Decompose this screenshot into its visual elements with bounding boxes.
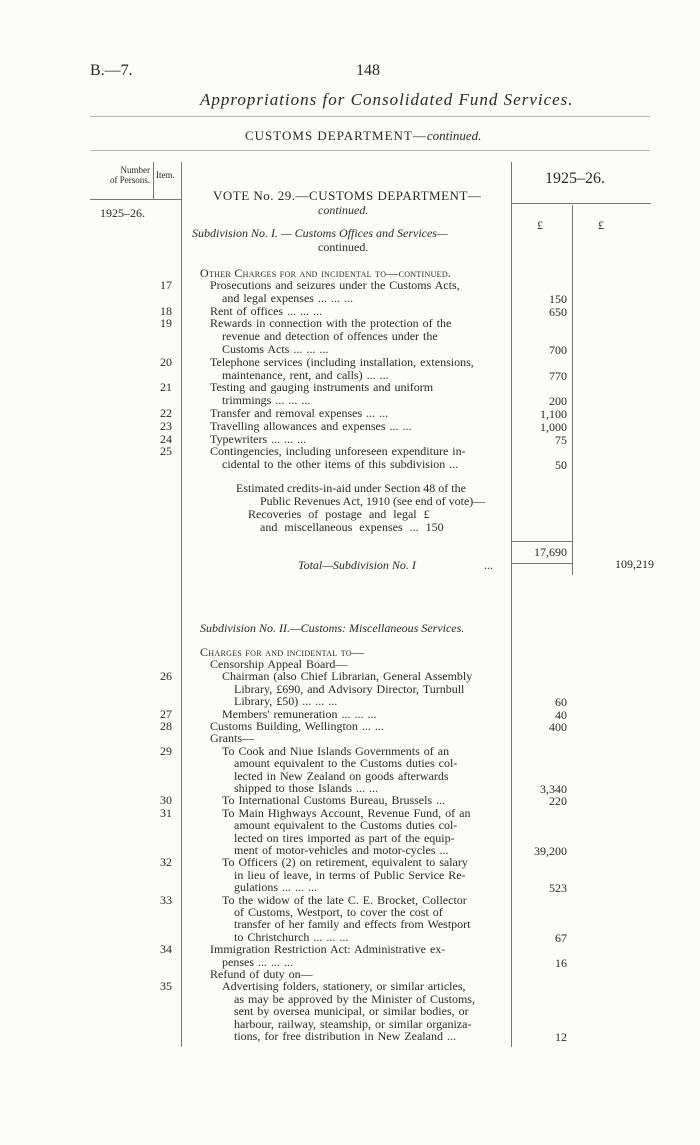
line-text: Prosecutions and seizures under the Customs Acts, xyxy=(210,278,460,292)
line-amount: 60 xyxy=(555,695,567,710)
line-text: transfer of her family and effects from Westport xyxy=(234,917,471,932)
item-column-divider xyxy=(181,162,182,1047)
line-amount: 12 xyxy=(555,1030,567,1044)
line-amount: 700 xyxy=(549,343,567,357)
vote-continued: continued. xyxy=(318,203,369,217)
line-amount: 650 xyxy=(549,304,567,319)
line-text: Rent of offices ... ... ... xyxy=(210,303,323,318)
item-number: 30 xyxy=(160,793,172,808)
line-text: ment of motor-vehicles and motor-cycles ... xyxy=(234,843,449,857)
line-text: To Cook and Niue Islands Governments of an xyxy=(222,743,450,758)
line-amount: 50 xyxy=(555,458,567,473)
item-number: 18 xyxy=(160,303,172,318)
line-text: as may be approved by the Minister of Customs, xyxy=(234,991,475,1006)
line-text: shipped to those Islands ... ... xyxy=(234,781,378,795)
credits-line-1: Estimated credits-in-aid under Section 48 of the xyxy=(236,481,466,495)
line-amount: 770 xyxy=(549,368,567,383)
subdivision-1-total-label: Total—Subdivision No. I xyxy=(298,558,416,572)
persons-header xyxy=(92,165,150,185)
line-text: To the widow of the late C. E. Brocket, Collector xyxy=(222,892,467,907)
line-text: Transfer and removal expenses ... ... xyxy=(210,406,389,420)
line-amount: 523 xyxy=(549,881,567,896)
line-text: of Customs, Westport, to cover the cost of xyxy=(234,905,443,919)
persons-header-line-2: of Persons. xyxy=(110,175,150,185)
line-amount: 16 xyxy=(555,955,567,970)
line-text: Members' remuneration ... ... ... xyxy=(222,706,377,721)
item-number: 26 xyxy=(160,669,172,684)
item-number: 21 xyxy=(160,380,172,395)
line-amount: 200 xyxy=(549,394,567,409)
subdivision-1-title: Subdivision No. I. — Customs Offices and Services— xyxy=(192,226,448,240)
department-continued: continued. xyxy=(426,128,482,143)
line-text: penses ... ... ... xyxy=(222,954,293,969)
page-number: 148 xyxy=(356,62,380,79)
line-amount: 400 xyxy=(549,720,567,734)
line-text: sent by oversea municipal, or similar bodies, or xyxy=(234,1004,469,1019)
subdivision-1-total-dots: ... xyxy=(484,558,493,572)
line-text: in lieu of leave, in terms of Public Service Re- xyxy=(234,867,466,882)
line-text: Library, £690, and Advisory Director, Turnbull xyxy=(234,681,465,696)
line-text: Telephone services (including installation, extensions, xyxy=(210,354,474,369)
item-number: 29 xyxy=(160,743,172,758)
item-number: 35 xyxy=(160,979,172,994)
item-number: 19 xyxy=(160,316,172,331)
item-header: Item. xyxy=(156,170,175,180)
line-text: and legal expenses ... ... ... xyxy=(222,290,353,305)
left-header-rule xyxy=(90,199,181,200)
line-amount: 67 xyxy=(555,930,567,945)
line-text: Immigration Restriction Act: Administrative ex- xyxy=(210,942,446,957)
item-number: 20 xyxy=(160,354,172,369)
persons-column-divider xyxy=(153,162,154,200)
line-text: Travelling allowances and expenses ... ... xyxy=(210,418,412,433)
line-text: amount equivalent to the Customs duties col- xyxy=(234,756,458,771)
year-header-left: 1925–26. xyxy=(100,206,145,220)
line-text: cidental to the other items of this subdivision ... xyxy=(222,457,459,472)
item-number: 24 xyxy=(160,431,172,446)
line-text: Refund of duty on— xyxy=(210,967,313,981)
department-rule xyxy=(90,150,650,151)
line-text: maintenance, rent, and calls) ... ... xyxy=(222,367,389,382)
line-text: Testing and gauging instruments and uniform xyxy=(210,380,434,395)
credits-line-4: and miscellaneous expenses ... 150 xyxy=(260,520,444,534)
line-amount: 150 xyxy=(549,291,567,306)
line-text: revenue and detection of offences under the xyxy=(222,329,438,344)
line-text: Rewards in connection with the protection of the xyxy=(210,316,452,331)
item-number: 31 xyxy=(160,805,172,820)
line-text: Library, £50) ... ... ... xyxy=(234,694,338,709)
subdivision-1-charges-heading: Other Charges for and incidental to—continued. xyxy=(200,266,452,280)
item-number: 32 xyxy=(160,855,172,870)
pound-sign-left: £ xyxy=(537,218,543,232)
subdivision-1-total: 109,219 xyxy=(615,557,654,571)
line-text: To International Customs Bureau, Brussels ... xyxy=(222,793,446,808)
line-text: Typewriters ... ... ... xyxy=(210,431,307,446)
line-text: Censorship Appeal Board— xyxy=(210,657,348,671)
item-number: 25 xyxy=(160,444,172,459)
document-reference: B.—7. xyxy=(90,62,133,79)
item-number: 23 xyxy=(160,418,172,433)
department-heading xyxy=(245,128,481,144)
line-amount: 220 xyxy=(549,794,567,809)
item-number: 17 xyxy=(160,278,172,292)
item-number: 28 xyxy=(160,719,172,733)
subdivision-2-charges-heading: Charges for and incidental to— xyxy=(200,645,365,659)
line-amount: 1,100 xyxy=(540,407,567,421)
line-text: to Christchurch ... ... ... xyxy=(234,929,349,944)
persons-header-line-1: Number xyxy=(120,165,150,175)
item-number: 34 xyxy=(160,942,172,957)
line-amount: 1,000 xyxy=(540,419,567,434)
right-header-rule xyxy=(511,203,651,204)
line-amount: 40 xyxy=(555,707,567,722)
line-text: Advertising folders, stationery, or similar articles, xyxy=(222,979,466,994)
line-text: Customs Acts ... ... ... xyxy=(222,342,329,356)
line-text: trimmings ... ... ... xyxy=(222,393,311,408)
line-amount: 3,340 xyxy=(540,782,567,796)
year-header-right: 1925–26. xyxy=(545,170,605,187)
line-text: lected in New Zealand on goods afterwards xyxy=(234,768,449,783)
line-text: To Main Highways Account, Revenue Fund, of an xyxy=(222,805,471,820)
subdivision-1-continued: continued. xyxy=(318,240,369,254)
header-rule xyxy=(90,116,650,117)
line-text: Chairman (also Chief Librarian, General Assembly xyxy=(222,669,473,684)
line-text: Customs Building, Wellington ... ... xyxy=(210,719,384,733)
line-amount: 75 xyxy=(555,432,567,447)
line-text: harbour, railway, steamship, or similar organiza- xyxy=(234,1016,472,1031)
subdivision-2-title: Subdivision No. II.—Customs: Miscellaneous Services. xyxy=(200,621,465,635)
department-name: CUSTOMS DEPARTMENT— xyxy=(245,128,427,143)
subdivision-1-subtotal: 17,690 xyxy=(534,545,567,559)
line-text: amount equivalent to the Customs duties col- xyxy=(234,818,458,833)
subtotal-rule-top xyxy=(511,541,572,542)
item-number: 33 xyxy=(160,892,172,907)
credits-line-2: Public Revenues Act, 1910 (see end of vote)— xyxy=(260,494,486,508)
item-number: 22 xyxy=(160,406,172,420)
line-text: To Officers (2) on retirement, equivalent to salary xyxy=(222,855,468,870)
pound-sign-right: £ xyxy=(598,218,604,232)
line-text: Grants— xyxy=(210,731,254,746)
line-text: gulations ... ... ... xyxy=(234,880,317,895)
vote-title: VOTE No. 29.—CUSTOMS DEPARTMENT— xyxy=(213,188,482,203)
running-title: Appropriations for Consolidated Fund Services. xyxy=(200,90,574,109)
line-text: tions, for free distribution in New Zealand ... xyxy=(234,1029,456,1043)
line-amount: 39,200 xyxy=(534,844,567,858)
credits-line-3: Recoveries of postage and legal £ xyxy=(248,507,430,521)
line-text: Contingencies, including unforeseen expenditure in- xyxy=(210,444,466,459)
amount-column-right-divider xyxy=(572,205,573,575)
line-text: lected on tires imported as part of the equip- xyxy=(234,830,455,845)
item-number: 27 xyxy=(160,706,172,721)
subtotal-rule-bottom xyxy=(511,563,572,564)
